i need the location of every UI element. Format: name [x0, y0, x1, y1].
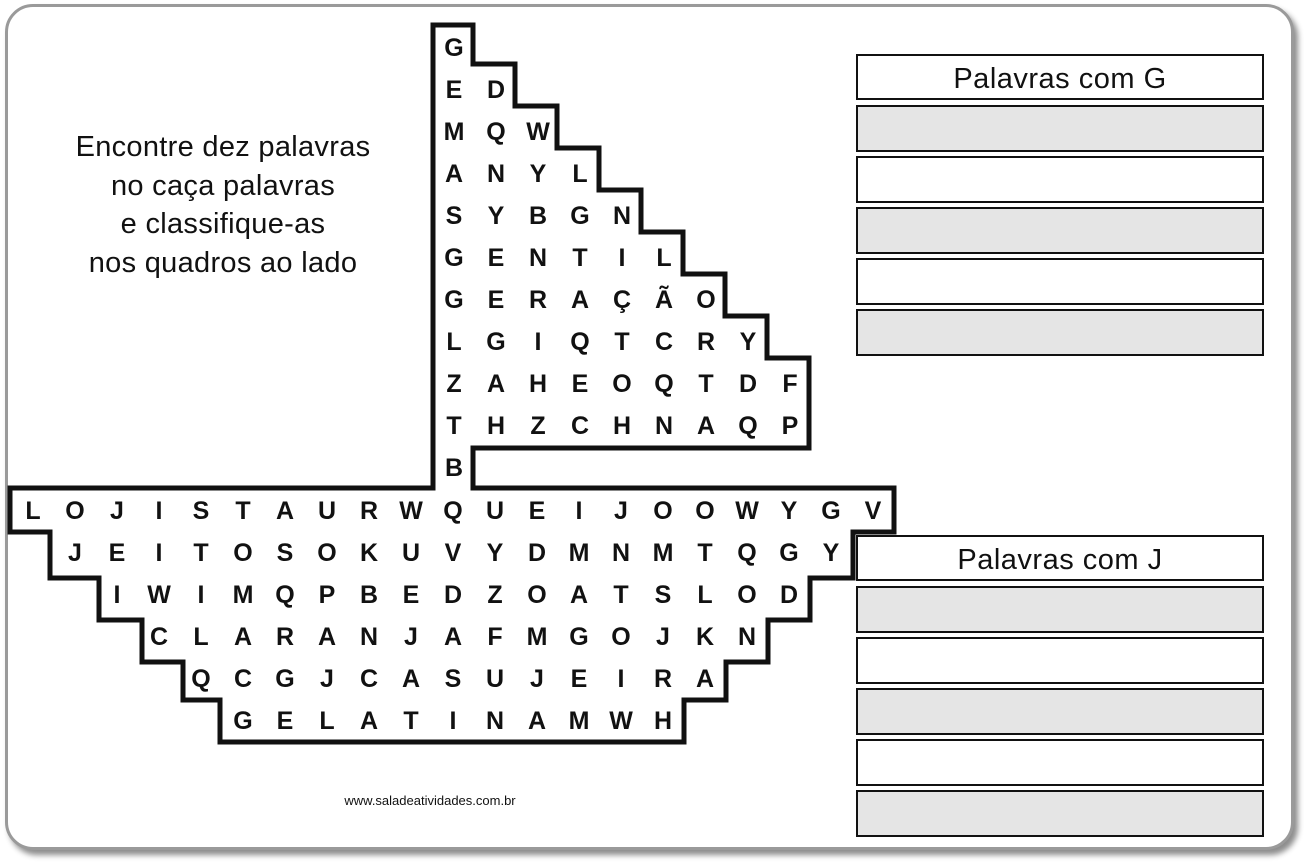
grid-letter[interactable]: O — [611, 623, 631, 651]
grid-letter[interactable]: W — [609, 707, 633, 735]
grid-letter[interactable]: I — [155, 497, 163, 525]
grid-letter[interactable]: A — [317, 623, 337, 651]
grid-letter[interactable]: M — [232, 581, 254, 609]
grid-letter[interactable]: C — [570, 412, 590, 440]
website-url: www.saladeatividades.com.br — [344, 793, 516, 808]
grid-letter[interactable]: Q — [275, 581, 295, 609]
grid-letter[interactable]: G — [275, 665, 295, 693]
grid-letter[interactable]: W — [526, 118, 550, 146]
grid-letter[interactable]: Q — [443, 497, 463, 525]
grid-letter[interactable]: G — [444, 244, 464, 272]
grid-letter[interactable]: T — [697, 539, 713, 567]
grid-letter[interactable]: L — [656, 244, 672, 272]
grid-letter[interactable]: E — [108, 539, 126, 567]
grid-letter[interactable]: U — [485, 497, 505, 525]
grid-letter[interactable]: Y — [780, 497, 798, 525]
answer-box-g-1[interactable] — [856, 105, 1264, 152]
grid-letter[interactable]: V — [864, 497, 882, 525]
answer-box-g-5[interactable] — [856, 309, 1264, 356]
grid-letter[interactable]: M — [568, 707, 590, 735]
grid-letter[interactable]: J — [530, 665, 544, 693]
grid-letter[interactable]: E — [487, 286, 505, 314]
grid-letter[interactable]: N — [486, 160, 506, 188]
panel-g-title: Palavras com G — [856, 54, 1264, 100]
grid-letter[interactable]: J — [614, 497, 628, 525]
grid-letter[interactable]: N — [737, 623, 757, 651]
grid-letter[interactable]: Y — [486, 539, 504, 567]
grid-letter[interactable]: T — [403, 707, 419, 735]
grid-letter[interactable]: L — [319, 707, 335, 735]
grid-letter[interactable]: L — [446, 328, 462, 356]
grid-letter[interactable]: I — [449, 707, 457, 735]
grid-letter[interactable]: A — [527, 707, 547, 735]
grid-letter[interactable]: O — [233, 539, 253, 567]
grid-letter[interactable]: T — [446, 412, 462, 440]
panel-words-with-j — [856, 535, 1264, 841]
grid-letter[interactable]: M — [526, 623, 548, 651]
grid-letter[interactable]: G — [821, 497, 841, 525]
grid-letter[interactable]: F — [487, 623, 503, 651]
grid-letter[interactable]: J — [110, 497, 124, 525]
grid-letter[interactable]: I — [155, 539, 163, 567]
grid-letter[interactable]: O — [612, 370, 632, 398]
grid-letter[interactable]: E — [571, 370, 589, 398]
grid-letter[interactable]: V — [444, 539, 462, 567]
grid-letter[interactable]: E — [402, 581, 420, 609]
grid-letter[interactable]: A — [359, 707, 379, 735]
grid-letter[interactable]: E — [276, 707, 294, 735]
grid-letter[interactable]: J — [68, 539, 82, 567]
grid-letter[interactable]: S — [276, 539, 294, 567]
grid-letter[interactable]: Q — [737, 539, 757, 567]
instruction-line: nos quadros ao lado — [88, 246, 358, 279]
grid-letter[interactable]: G — [233, 707, 253, 735]
grid-letter[interactable]: N — [528, 244, 548, 272]
grid-letter[interactable]: O — [527, 581, 547, 609]
grid-letter[interactable]: A — [443, 623, 463, 651]
grid-letter[interactable]: Y — [529, 160, 547, 188]
grid-letter[interactable]: A — [569, 581, 589, 609]
grid-letter[interactable]: S — [192, 497, 210, 525]
grid-letter[interactable]: C — [359, 665, 379, 693]
answer-box-g-2[interactable] — [856, 156, 1264, 203]
grid-letter[interactable]: T — [572, 244, 588, 272]
grid-letter[interactable]: U — [401, 539, 421, 567]
grid-letter[interactable]: Y — [822, 539, 840, 567]
grid-letter[interactable]: L — [697, 581, 713, 609]
grid-letter[interactable]: N — [612, 202, 632, 230]
instruction-line: Encontre dez palavras — [75, 131, 371, 163]
grid-letter[interactable]: H — [486, 412, 506, 440]
grid-letter[interactable]: Q — [570, 328, 590, 356]
grid-letter[interactable]: S — [445, 202, 463, 230]
grid-letter[interactable]: R — [359, 497, 379, 525]
grid-letter[interactable]: G — [569, 623, 589, 651]
grid-letter[interactable]: J — [320, 665, 334, 693]
grid-letter[interactable]: I — [534, 328, 542, 356]
grid-letter[interactable]: S — [444, 665, 462, 693]
answer-box-j-4[interactable] — [856, 739, 1264, 786]
grid-letter[interactable]: D — [527, 539, 547, 567]
grid-letter[interactable]: P — [318, 581, 336, 609]
grid-letter[interactable]: W — [147, 581, 171, 609]
grid-letter[interactable]: Y — [739, 328, 757, 356]
answer-box-j-1[interactable] — [856, 586, 1264, 633]
grid-letter[interactable]: Z — [487, 581, 503, 609]
grid-letter[interactable]: A — [486, 370, 506, 398]
grid-letter[interactable]: E — [487, 244, 505, 272]
grid-letter[interactable]: Q — [738, 412, 758, 440]
grid-letter[interactable]: I — [618, 244, 626, 272]
grid-letter[interactable]: B — [359, 581, 379, 609]
grid-letter[interactable]: O — [65, 497, 85, 525]
grid-letter[interactable]: C — [233, 665, 253, 693]
grid-letter[interactable]: J — [404, 623, 418, 651]
grid-letter[interactable]: H — [612, 412, 632, 440]
grid-letter[interactable]: I — [113, 581, 121, 609]
grid-letter[interactable]: Q — [654, 370, 674, 398]
grid-letter[interactable]: W — [735, 497, 759, 525]
grid-letter[interactable]: M — [568, 539, 590, 567]
grid-letter[interactable]: O — [695, 497, 715, 525]
grid-letter[interactable]: A — [233, 623, 253, 651]
grid-letter[interactable]: O — [317, 539, 337, 567]
instruction-line: e classifique-as — [120, 208, 326, 240]
answer-box-g-4[interactable] — [856, 258, 1264, 305]
grid-letter[interactable]: I — [575, 497, 583, 525]
grid-letter[interactable]: U — [485, 665, 505, 693]
grid-letter[interactable]: M — [652, 539, 674, 567]
grid-letter[interactable]: F — [782, 370, 798, 398]
grid-letter[interactable]: Q — [486, 118, 506, 146]
grid-letter[interactable]: Ç — [612, 286, 632, 314]
grid-letter[interactable]: Z — [530, 412, 546, 440]
grid-letter[interactable]: I — [197, 581, 205, 609]
grid-letter[interactable]: G — [779, 539, 799, 567]
grid-letter[interactable]: P — [781, 412, 799, 440]
grid-letter[interactable]: A — [570, 286, 590, 314]
grid-letter[interactable]: K — [695, 623, 715, 651]
answer-box-j-5[interactable] — [856, 790, 1264, 837]
grid-letter[interactable]: D — [443, 581, 463, 609]
grid-letter[interactable]: G — [444, 34, 464, 62]
answer-box-j-2[interactable] — [856, 637, 1264, 684]
grid-letter[interactable]: M — [443, 118, 465, 146]
grid-letter[interactable]: A — [696, 412, 716, 440]
answer-box-j-3[interactable] — [856, 688, 1264, 735]
grid-letter[interactable]: L — [193, 623, 209, 651]
grid-letter[interactable]: T — [193, 539, 209, 567]
grid-letter[interactable]: T — [235, 497, 251, 525]
grid-letter[interactable]: C — [654, 328, 674, 356]
grid-letter[interactable]: R — [696, 328, 716, 356]
grid-letter[interactable]: Ã — [654, 286, 674, 314]
answer-box-g-3[interactable] — [856, 207, 1264, 254]
instruction-line: no caça palavras — [110, 169, 336, 202]
grid-letter[interactable]: H — [653, 707, 673, 735]
grid-letter[interactable]: G — [570, 202, 590, 230]
panel-j-title: Palavras com J — [856, 535, 1264, 581]
grid-letter[interactable]: R — [528, 286, 548, 314]
grid-letter[interactable]: B — [528, 202, 548, 230]
grid-letter[interactable]: O — [653, 497, 673, 525]
grid-letter[interactable]: N — [359, 623, 379, 651]
grid-letter[interactable]: T — [614, 328, 630, 356]
grid-letter[interactable]: N — [485, 707, 505, 735]
grid-letter[interactable]: Q — [191, 665, 211, 693]
grid-letter[interactable]: K — [359, 539, 379, 567]
grid-letter[interactable]: Y — [487, 202, 505, 230]
grid-letter[interactable]: R — [275, 623, 295, 651]
grid-letter[interactable]: U — [317, 497, 337, 525]
grid-letter[interactable]: N — [611, 539, 631, 567]
grid-letter[interactable]: O — [696, 286, 716, 314]
grid-letter[interactable]: L — [572, 160, 588, 188]
grid-letter[interactable]: D — [486, 76, 506, 104]
grid-letter[interactable]: G — [486, 328, 506, 356]
grid-letter[interactable]: E — [528, 497, 546, 525]
grid-letter[interactable]: R — [653, 665, 673, 693]
grid-letter[interactable]: L — [25, 497, 41, 525]
grid-letter[interactable]: I — [617, 665, 625, 693]
grid-letter[interactable]: T — [613, 581, 629, 609]
grid-letter[interactable]: A — [444, 160, 464, 188]
grid-letter[interactable]: B — [444, 454, 464, 482]
panel-words-with-g — [856, 54, 1264, 360]
grid-letter[interactable]: S — [654, 581, 672, 609]
grid-letter[interactable]: E — [570, 665, 588, 693]
grid-letter[interactable]: H — [528, 370, 548, 398]
grid-letter[interactable]: D — [779, 581, 799, 609]
grid-letter[interactable]: N — [654, 412, 674, 440]
grid-letter[interactable]: D — [738, 370, 758, 398]
grid-letter[interactable]: J — [656, 623, 670, 651]
grid-letter[interactable]: W — [399, 497, 423, 525]
grid-letter[interactable]: E — [445, 76, 463, 104]
grid-letter[interactable]: C — [149, 623, 169, 651]
grid-letter[interactable]: A — [401, 665, 421, 693]
grid-letter[interactable]: O — [737, 581, 757, 609]
grid-letter[interactable]: A — [695, 665, 715, 693]
grid-letter[interactable]: T — [698, 370, 714, 398]
grid-letter[interactable]: Z — [446, 370, 462, 398]
grid-letter[interactable]: A — [275, 497, 295, 525]
grid-letter[interactable]: G — [444, 286, 464, 314]
